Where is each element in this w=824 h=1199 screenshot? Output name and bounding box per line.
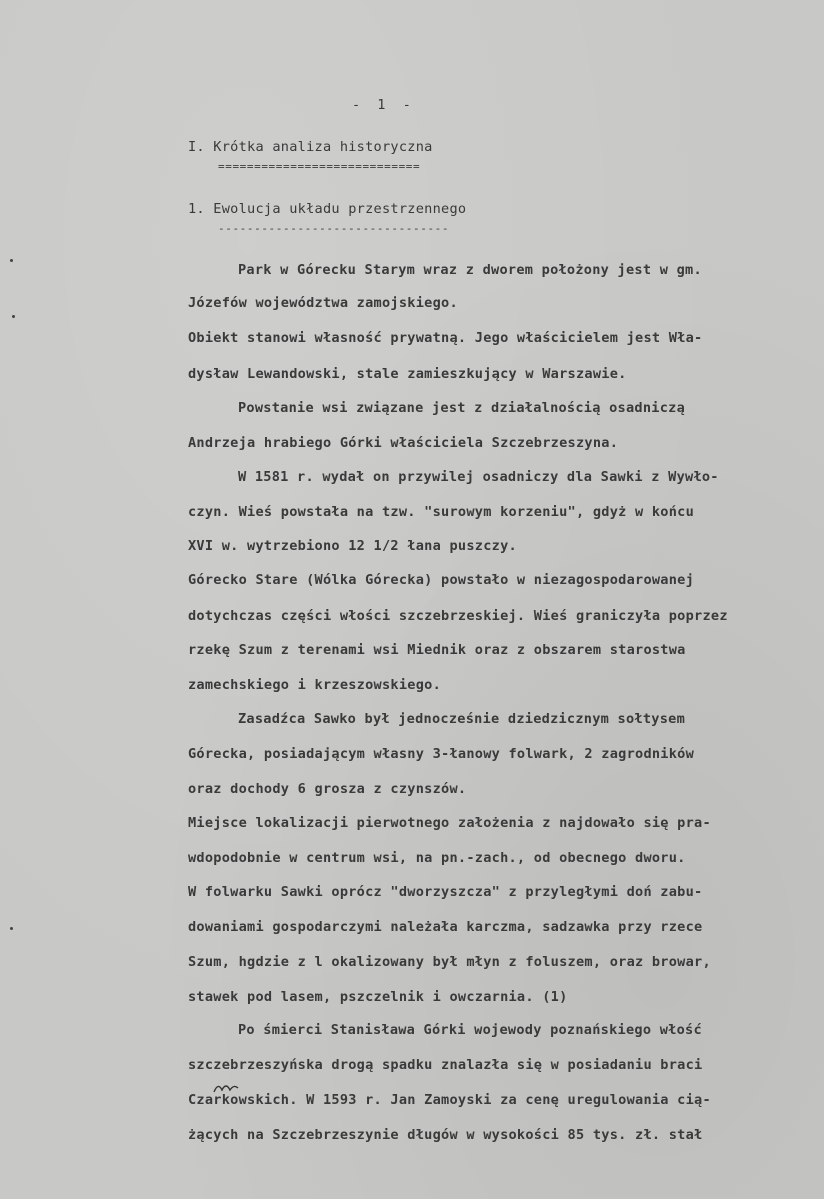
body-line: Powstanie wsi związane jest z działalnością osadniczą [238,400,686,416]
body-line: W folwarku Sawki oprócz "dworzyszcza" z przyległymi doń zabu- [188,884,703,900]
body-line: dotychczas części włości szczebrzeskiej. Wieś graniczyła poprzez [188,608,728,624]
margin-speck [10,927,13,930]
body-line: szczebrzeszyńska drogą spadku znalazła się w posiadaniu braci [188,1057,703,1073]
body-line: stawek pod lasem, pszczelnik i owczarnia. (1) [188,989,568,1005]
body-line: XVI w. wytrzebiono 12 1/2 łana puszczy. [188,538,517,554]
section-heading: I. Krótka analiza historyczna [188,139,433,155]
body-line: Obiekt stanowi własność prywatną. Jego właścicielem jest Wła- [188,330,703,346]
body-line: Czarkowskich. W 1593 r. Jan Zamoyski za cenę uregulowania cią- [188,1092,711,1108]
body-line: dysław Lewandowski, stale zamieszkujący w Warszawie. [188,366,627,382]
body-line: Zasadźca Sawko był jednocześnie dziedzicznym sołtysem [238,711,686,727]
body-line: rzekę Szum z terenami wsi Miednik oraz z obszarem starostwa [188,642,686,658]
body-line: W 1581 r. wydał on przywilej osadniczy dla Sawki z Wywło- [238,469,719,485]
body-line: Andrzeja hrabiego Górki właściciela Szczebrzeszyna. [188,435,619,451]
body-line: zamechskiego i krzeszowskiego. [188,677,442,693]
body-line: żących na Szczebrzeszynie długów w wysokości 85 tys. zł. stał [188,1127,703,1143]
subsection-heading-underline: -------------------------------- [218,222,450,235]
body-line: Po śmierci Stanisława Górki wojewody poznańskiego włość [238,1022,702,1038]
body-line: Park w Górecku Starym wraz z dworem położony jest w gm. [238,262,702,278]
page-number: - 1 - [352,97,412,113]
margin-speck [12,315,15,318]
margin-speck [10,259,13,262]
body-line: Górecka, posiadającym własny 3-łanowy folwark, 2 zagrodników [188,746,695,762]
body-line: Górecko Stare (Wólka Górecka) powstało w niezagospodarowanej [188,572,695,588]
body-line: Szum, hgdzie z l okalizowany był młyn z foluszem, oraz browar, [188,954,711,970]
body-line: Miejsce lokalizacji pierwotnego założenia z najdowało się pra- [188,815,711,831]
handwritten-correction-mark [212,1078,240,1096]
body-line: Józefów województwa zamojskiego. [188,295,458,311]
body-line: dowaniami gospodarczymi należała karczma, sadzawka przy rzece [188,919,703,935]
section-heading-underline: ============================ [218,160,421,173]
subsection-heading: 1. Ewolucja układu przestrzennego [188,201,467,217]
body-line: wdopodobnie w centrum wsi, na pn.-zach., od obecnego dworu. [188,850,686,866]
body-line: oraz dochody 6 grosza z czynszów. [188,781,467,797]
body-line: czyn. Wieś powstała na tzw. "surowym korzeniu", gdyż w końcu [188,504,695,520]
